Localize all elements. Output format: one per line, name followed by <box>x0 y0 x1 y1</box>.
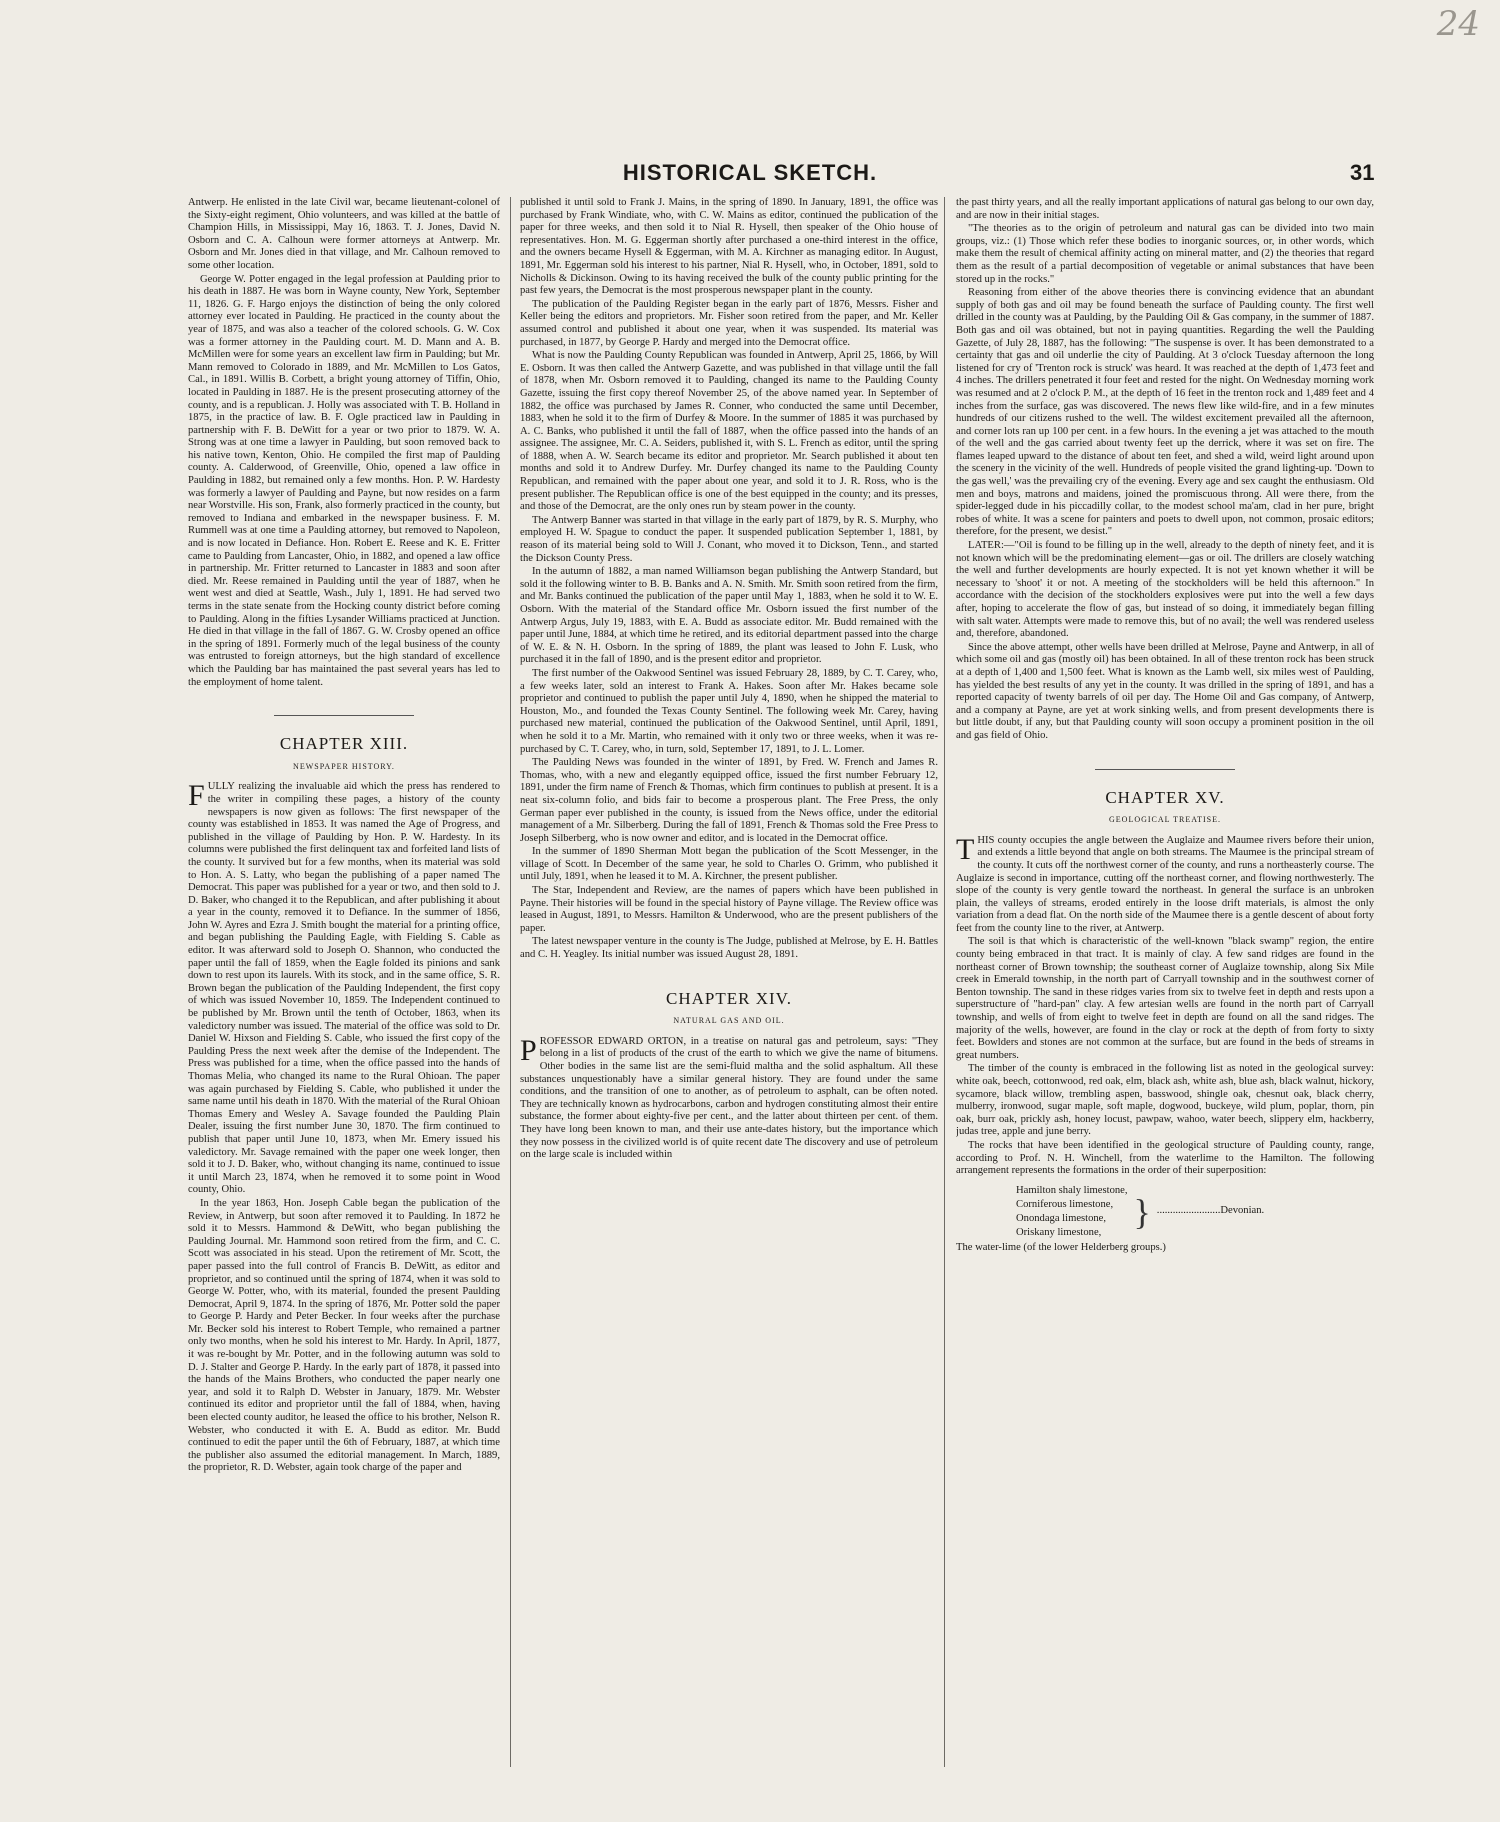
paragraph: FULLY realizing the invaluable aid which the press has rendered to the writer in compiling these pages, a history of the county newspapers is now given as follows: The first newspaper of the county was established in 1853. It was named the Age of Progress, and published in the village of Paulding by Hon. P. W. Hardesty. In its columns were published the first delinquent tax and forfeited land lists of the county. It survived but for a few months, when its material was sold to Hon. A. S. Latty, who began the publishing of a paper named The Democrat. This paper was published for a year or two, and then sold to J. D. Baker, who changed it to the Republican, and after publishing it about a year in the county, removed it to Defiance. In the summer of 1856, John W. Ayres and Ezra J. Smith bought the material for a printing office, and began publishing the Paulding Eagle, with Fielding S. Cable as editor. It was afterward sold to Joseph O. Shannon, who conducted the paper until the fall of 1859, when the Eagle folded its pinions and sank down to rest upon its laurels. With its stock, and in the same office, S. R. Brown began the publication of the Paulding Independent, the first copy of which was issued November 10, 1859. The Independent continued to be published by Mr. Brown until the tenth of October, 1863, when its valedictory number was issued. The material of the office was sold to Dr. Daniel W. Hixson and Fielding S. Cable, who issued the first copy of the Paulding Press the next week after the demise of the Independent. The Press was published for a time, when the office passed into the hands of Thomas Melia, who changed its name to the Rural Ohioan. The paper was again purchased by Fielding S. Cable, who published it under the same name until his death in 1870. With the material of the Rural Ohioan Thomas Emery and Wesley A. Savage founded the Paulding Plain Dealer, issuing the first number June 30, 1870. The firm continued to publish that paper until June 10, 1873, when Mr. Emery issued his valedictory. Mr. Savage remained with the paper one week longer, then sold it to J. D. Baker, who, without changing its name, continued to issue it until March 23, 1874, when he removed it to some point in Wood county, Ohio. <box>188 779 500 1196</box>
paragraph: The Star, Independent and Review, are the names of papers which have been published in Payne. Their histories will be found in the special history of Payne village. The Review office was leased in August, 1891, to Messrs. Hamilton & Underwood, who are the present publishers of the paper. <box>520 885 938 934</box>
paragraph: The latest newspaper venture in the county is The Judge, published at Melrose, by E. H. Battles and C. H. Yeagley. Its initial number was issued August 28, 1891. <box>520 936 938 961</box>
column-divider-2 <box>944 197 945 1767</box>
paragraph: The Antwerp Banner was started in that village in the early part of 1879, by R. S. Murphy, who employed H. W. Spague to conduct the paper. It suspended publication September 1, 1881, by reason of its material being sold to Will J. Conant, who moved it to Dickson, Tenn., and started the Dickson County Press. <box>520 514 938 564</box>
paragraph: The timber of the county is embraced in the following list as noted in the geological survey: white oak, beech, cottonwood, red oak, elm, black ash, white ash, blue ash, black walnut, hickory, sycamore, black willow, trembling aspen, basswood, shingle oak, chesnut oak, black cherry, mulberry, ironwood, sugar maple, soft maple, dogwood, buckeye, wild plum, poplar, thorn, pin oak, burr oak, prickly ash, honey locust, pawpaw, wahoo, water beech, slippery elm, hackberry, judas tree, apple and june berry. <box>956 1063 1374 1138</box>
drop-cap: F <box>188 779 205 813</box>
section-rule <box>274 715 414 716</box>
chapter-title: CHAPTER XIV. <box>666 988 792 1008</box>
pencil-page-mark: 24 <box>1436 4 1480 44</box>
running-header: HISTORICAL SKETCH. <box>622 160 878 185</box>
brace-icon: } <box>1133 1191 1151 1232</box>
drop-cap: P <box>520 1033 537 1067</box>
paragraph: The rocks that have been identified in the geological structure of Paulding county, range, according to Prof. N. H. Winchell, from the waterlime to the Hamilton. The following arrangement represents the formations in the order of their superposition: <box>956 1139 1374 1177</box>
text-column-2 <box>520 197 938 1777</box>
stratum-item: Oriskany limestone, <box>1016 1226 1102 1238</box>
paragraph: published it until sold to Frank J. Mains, in the spring of 1890. In January, 1891, the office was purchased by Frank Windiate, who, with C. W. Mains as editor, continued the publication of the paper for three weeks, and then sold it to Nial R. Hysell, then speaker of the Ohio house of representatives. Hon. M. G. Eggerman shortly after purchased a one-third interest in the office, and the owners became Hysell & Eggerman, with M. A. Kirchner as managing editor. In August, 1891, Mr. Eggerman sold his interest to his partner, Nial R. Hysell, who, in October, 1891, sold to Nicholls & Dickinson. Owing to its having received the bulk of the county public printing for the past few years, the Democrat is the most prosperous newspaper plant in the county. <box>520 197 938 297</box>
paragraph: Reasoning from either of the above theories there is convincing evidence that an abundant supply of both gas and oil may be found beneath the surface of Paulding county. The first well drilled in the county was at Paulding, by the Paulding Oil & Gas company, in the summer of 1887. Both gas and oil was obtained, but not in paying quantities. Regarding the well the Paulding Gazette, of July 28, 1887, has the following: "The suspense is over. It has been demonstrated to a certainty that gas and oil underlie the city of Paulding. At 3 o'clock Tuesday afternoon the long listened for cry of 'Trenton rock is struck' was heard. It was reached at the depth of 1,473 feet and 4 inches. The drillers penetrated it four feet and rested for the night. On Wednesday morning work was resumed and at 2 o'clock P. M., at the depth of 16 feet in the trenton rock and 1,489 feet and 4 inches from the surface, gas was discovered. The news flew like wild-fire, and in a few minutes hundreds of our citizens rushed to the well. The wildest excitement prevailed all the afternoon, and corner lots ran up 100 per cent. in a few hours. In the evening a jet was attached to the mouth of the well and the gas carried about twenty feet up the derrick, where it was set on fire. The flames leaped upward to the distance of about ten feet, and shed a wild, weird light around upon the scenery in the vicinity of the well. Hundreds of people visited the grand lighting-up. 'Down to the gas well,' was the prevailing cry of the evening. Every age and sex caught the enthusiasm. Old men and boys, matrons and maidens, joined the promiscuous throng. All were there, from the spider-legged dude in his piccadilly collar, to the modest school ma'am, clad in her pure, bright robes of white. It was a scene for painters and poets to dwell upon, not common, prosaic editors; therefore, for the present, we desist." <box>956 287 1374 538</box>
stratum-item: Corniferous limestone, <box>1016 1198 1114 1210</box>
page-number: 31 <box>1350 160 1375 185</box>
paragraph: The first number of the Oakwood Sentinel was issued February 28, 1889, by C. T. Carey, who, a few weeks later, sold an interest to Frank A. Hakes. Soon after Mr. Hakes became sole proprietor and continued to publish the paper until July 4, 1890, when he shipped the material to Houston, Mo., and founded the Texas County Sentinel. The following week Mr. Carey, having purchased new material, continued the publication of the Oakwood Sentinel, until April, 1891, when he sold it to a Mr. Martin, who remained with it only two or three weeks, when it was re-purchased by C. T. Carey, who, in turn, sold, September 17, 1891, to J. L. Lomer. <box>520 667 938 755</box>
section-rule <box>659 982 799 983</box>
paragraph: In the autumn of 1882, a man named Williamson began publishing the Antwerp Standard, but sold it the following winter to B. B. Banks and A. N. Smith. Mr. Smith soon retired from the firm, and Mr. Banks continued the publication of the paper until May 1, 1883, when he sold it to W. E. Osborn. With the material of the Standard office Mr. Osborn issued the first number of the Antwerp Argus, July 19, 1883, with E. A. Budd as associate editor. Mr. Budd remained with the paper until June, 1884, at which time he retired, and its editorial department passed into the charge of W. E. & N. H. Osborn. In the spring of 1889, the plant was leased to John F. Lusk, who purchased it in the fall of 1890, and is the present editor and proprietor. <box>520 566 938 666</box>
chapter-subtitle: NATURAL GAS AND OIL. <box>673 1016 785 1026</box>
stratum-item: Onondaga limestone, <box>1016 1212 1107 1224</box>
paragraph: LATER:—"Oil is found to be filling up in the well, already to the depth of ninety feet, and it is not known which will be the predominating element—gas or oil. The drillers are closely watching the well and further developments are hourly expected. It is not yet known whether it will be necessary to 'shoot' it or not. A meeting of the stockholders will be held this afternoon." In accordance with the decision of the stockholders explosives were put into the well a few days after, hoping to accelerate the flow of gas, but instead of so doing, it immediately began filling with salt water. Attempts were made to remove this, but of no avail; the well was rendered useless and, therefore, abandoned. <box>956 540 1374 640</box>
paragraph: The Paulding News was founded in the winter of 1891, by Fred. W. French and James R. Thomas, who, with a new and elegantly equipped office, issued the first number February 12, 1891, under the firm name of French & Thomas, which firm continues to publish at present. It is a neat six-column folio, and bids fair to become a prosperous plant. The Free Press, the only German paper ever published in the county, is issued from the News office, under the editorial management of a Mr. Silberberg. During the fall of 1891, French & Thomas sold the Free Press to Joseph Silberberg, who is now owner and editor, and is located in the Democrat office. <box>520 757 938 844</box>
stratum-item: Hamilton shaly limestone, <box>1016 1184 1128 1196</box>
strata-bottom-line: The water-lime (of the lower Helderberg groups.) <box>956 1241 1166 1253</box>
paragraph: "The theories as to the origin of petroleum and natural gas can be divided into two main groups, viz.: (1) Those which refer these bodies to inorganic sources, or, in other words, which make them the result of chemical affinity acting on mineral matter, and (2) the theories that regard them as the result of a partial decomposition of vegetable or animal substances that have been stored up in the rocks." <box>956 223 1374 285</box>
paragraph: Antwerp. He enlisted in the late Civil war, became lieutenant-colonel of the Sixty-eight regiment, Ohio volunteers, and was killed at the battle of Champion Hills, in Mississippi, May 16, 1863. T. J. Jones, David N. Osborn and C. A. Calhoun were former attorneys at Antwerp. Mr. Osborn and Mr. Jones died in that village, and Mr. Calhoun removed to some other location. <box>188 197 500 271</box>
text-column-3 <box>956 197 1374 1777</box>
paragraph: In the summer of 1890 Sherman Mott began the publication of the Scott Messenger, in the village of Scott. In December of the same year, he sold to Charles O. Grimm, who published it until July, 1891, when he leased it to M. A. Kirchner, the present publisher. <box>520 846 938 883</box>
paragraph: Since the above attempt, other wells have been drilled at Melrose, Payne and Antwerp, in all of which some oil and gas (mostly oil) has been obtained. In all of these trenton rock has been struck at a depth of 1,400 and 1,500 feet. What is known as the Lamb well, six miles west of Paulding, has yielded the best results of any yet in the county. It was drilled in the spring of 1891, and has a reported capacity of twenty barrels of oil per day. The Home Oil and Gas company, of Antwerp, and a company at Payne, are yet at work sinking wells, and from present developments there is but little doubt, if any, but that Paulding county will soon occupy a prominent position in the oil and gas field of Ohio. <box>956 641 1374 741</box>
column-divider-1 <box>510 197 511 1767</box>
paragraph: George W. Potter engaged in the legal profession at Paulding prior to his death in 1887. He was born in Wayne county, New York, September 11, 1826. G. F. Hargo enjoys the distinction of being the only colored attorney ever located in Paulding. He practiced in the county about the year of 1875, and was also a teacher of the colored schools. G. W. Cox was a former attorney in the Paulding court. M. D. Mann and A. B. McMillen were for some years an excellent law firm in Paulding; but Mr. Mann removed to Colorado in 1889, and Mr. McMillen to Los Gatos, Cal., in 1891. Willis B. Corbett, a bright young attorney of Tiffin, Ohio, located in Paulding in 1887. He is the present prosecuting attorney of the county, and is a republican. J. Holly was associated with T. B. Holland in 1875, in the practice of law. B. F. Ogle practiced law in Paulding in partnership with F. B. DeWitt for a year or two prior to 1879. W. A. Strong was at one time a lawyer in Paulding, but soon removed back to his native town, Kenton, Ohio. He compiled the first map of Paulding county. A. Calderwood, of Greenville, Ohio, opened a law office in Paulding in 1882, but remained only a few months. Hon. P. W. Hardesty was formerly a lawyer of Paulding and Payne, but now resides on a farm near Worstville. His son, Frank, also formerly practiced in the county, but removed to Indiana and embarked in the newspaper business. F. M. Rummell was at one time a Paulding attorney, but removed to Napoleon, and is now located in Defiance. Hon. Robert E. Reese and K. E. Fritter came to Paulding from Lancaster, Ohio, in 1882, and opened a law office in partnership. Mr. Fritter returned to Lancaster in 1883 and soon after died. Mr. Reese remained in Paulding until the year of 1887, when he went west and died at Seattle, Wash., July 1, 1891. He had served two terms in the state senate from the Hocking county district before coming to Paulding. Along in the fifties Lysander Williams practiced at Junction. He died in that village in the fall of 1867. G. W. Crosby opened an office in the spring of 1891. Formerly much of the legal business of the county was entrusted to foreign attorneys, but the high standard of excellence which the Paulding bar has maintained the past several years has led to the employment of home talent. <box>188 273 500 688</box>
text-column-1 <box>188 197 500 1777</box>
chapter-subtitle: NEWSPAPER HISTORY. <box>293 761 395 771</box>
paragraph: THIS county occupies the angle between the Auglaize and Maumee rivers before their union, and extends a little beyond that angle on both streams. The Maumee is the principal stream of the county. It cuts off the northwest corner of the county, and runs a northeasterly course. The Auglaize is second in importance, cutting off the northeast corner, and flowing northwesterly. The slope of the county is very gentle toward the northeast. In general the surface is an unbroken plain, the valleys of streams, eroded entirely in the loose drift materials, is almost the only variation from a dead flat. On the north side of the Maumee there is a gentle descent of about forty feet from the county line to the river, at Antwerp. <box>956 832 1374 934</box>
chapter-subtitle: GEOLOGICAL TREATISE. <box>1109 815 1221 825</box>
drop-cap: T <box>956 832 975 866</box>
strata-table <box>956 1184 1374 1255</box>
section-rule <box>1095 769 1235 770</box>
paragraph: In the year 1863, Hon. Joseph Cable began the publication of the Review, in Antwerp, but soon after removed it to Paulding. In 1872 he sold it to Messrs. Hammond & DeWitt, who began publishing the Paulding Journal. Mr. Hammond soon retired from the firm, and C. C. Scott was associated in his stead. Upon the retirement of Mr. Scott, the paper passed into the full control of Francis B. DeWitt, as editor and proprietor, and so continued until the spring of 1874, when it was sold to George W. Potter, who, with its material, founded the present Paulding Democrat, April 9, 1874. In the spring of 1876, Mr. Potter sold the paper to George P. Hardy and Peter Becker. In four weeks after the purchase Mr. Becker sold his interest to Robert Temple, who remained a partner only two months, when he sold his interest to Mr. Hardy. In April, 1877, it was re-bought by Mr. Potter, and in the following autumn was sold to D. J. Stalter and George P. Hardy. In the early part of 1878, it passed into the hands of the Mains Brothers, who conducted the paper nearly one year, and sold it to Ralph D. Webster in January, 1879. Mr. Webster continued its editor and proprietor until the fall of 1884, when, having been elected county auditor, he leased the office to his brother, Nelson R. Webster, who conducted it with E. A. Budd as editor. Mr. Budd continued to edit the paper until the 6th of February, 1887, at which time the publisher also assumed the editorial management. In March, 1889, the proprietor, R. D. Webster, again took charge of the paper and <box>188 1197 500 1474</box>
strata-group-label: ........................Devonian. <box>1156 1205 1265 1217</box>
chapter-title: CHAPTER XIII. <box>279 734 409 754</box>
chapter-title: CHAPTER XV. <box>1105 787 1225 807</box>
paragraph: The publication of the Paulding Register began in the early part of 1876, Messrs. Fisher and Keller being the editors and proprietors. Mr. Fisher soon retired from the paper, and Mr. Keller assumed control and published it about one year, when it was suspended. Its material was purchased, in 1877, by George P. Hardy and merged into the Democrat office. <box>520 298 938 348</box>
paragraph: The soil is that which is characteristic of the well-known "black swamp" region, the entire county being embraced in that tract. It is mainly of clay. A few sand ridges are found in the northeast corner of Brown township; the southeast corner of Auglaize township, along Six Mile creek in Emerald township, in the north part of Carryall township and in the southwest corner of Benton township. The sand in these ridges varies from six to twelve feet in depth and rests upon a superstructure of "hard-pan" clay. A few artesian wells are found in the north part of Carryall township, and wells of from eight to twelve feet in depth are found on all the sand ridges. The majority of the wells, however, are found in the clay or rock at the depth of from forty to sixty feet. Bowlders and stones are not common at the surface, but are found in the beds of streams in great numbers. <box>956 936 1374 1061</box>
paragraph: PROFESSOR EDWARD ORTON, in a treatise on natural gas and petroleum, says: "They belong in a list of products of the crust of the earth to which we give the name of bitumens. Other bodies in the same list are the semi-fluid maltha and the solid asphaltum. All these substances unquestionably have a similar general history. They are found under the same conditions, and the transition of one to another, as of petroleum to asphalt, can be often noted. They are technically known as hydrocarbons, carbon and hydrogen constituting almost their entire substance, the former about eighty-five per cent., and the latter about thirteen per cent. of them. They have long been known to man, and their use ante-dates history, but the importance which they now possess in the civilized world is of quite recent date The discovery and use of petroleum on the large scale is included within <box>520 1033 938 1161</box>
paragraph: the past thirty years, and all the really important applications of natural gas belong to our own day, and are now in their initial stages. <box>956 197 1374 221</box>
paragraph: What is now the Paulding County Republican was founded in Antwerp, April 25, 1866, by Will E. Osborn. It was then called the Antwerp Gazette, and was published in that village until the fall of 1878, when Mr. Osborn removed it to Paulding, changed its name to the Paulding County Gazette, issuing the first copy thereof November 25, of the above named year. In September of 1882, the office was purchased by James R. Conner, who conducted the same until December, 1883, when he sold it to the firm of Durfey & Moore. In the summer of 1885 it was purchased by A. C. Banks, who published it until the fall of 1887, when the office passed into the hands of an assignee. The assignee, Mr. C. A. Seiders, published it, with S. L. French as editor, until the spring of 1888, when A. W. Search became its editor and proprietor. Mr. Search published it about ten months and sold it to Andrew Durfey. Mr. Durfey changed its name to the Paulding County Republican, and remained with the paper about one year, and sold it to J. R. Ross, who is the present publisher. The Republican office is one of the best equipped in the county; and its presses, and those of the Democrat, are the only ones run by steam power in the county. <box>520 350 938 513</box>
